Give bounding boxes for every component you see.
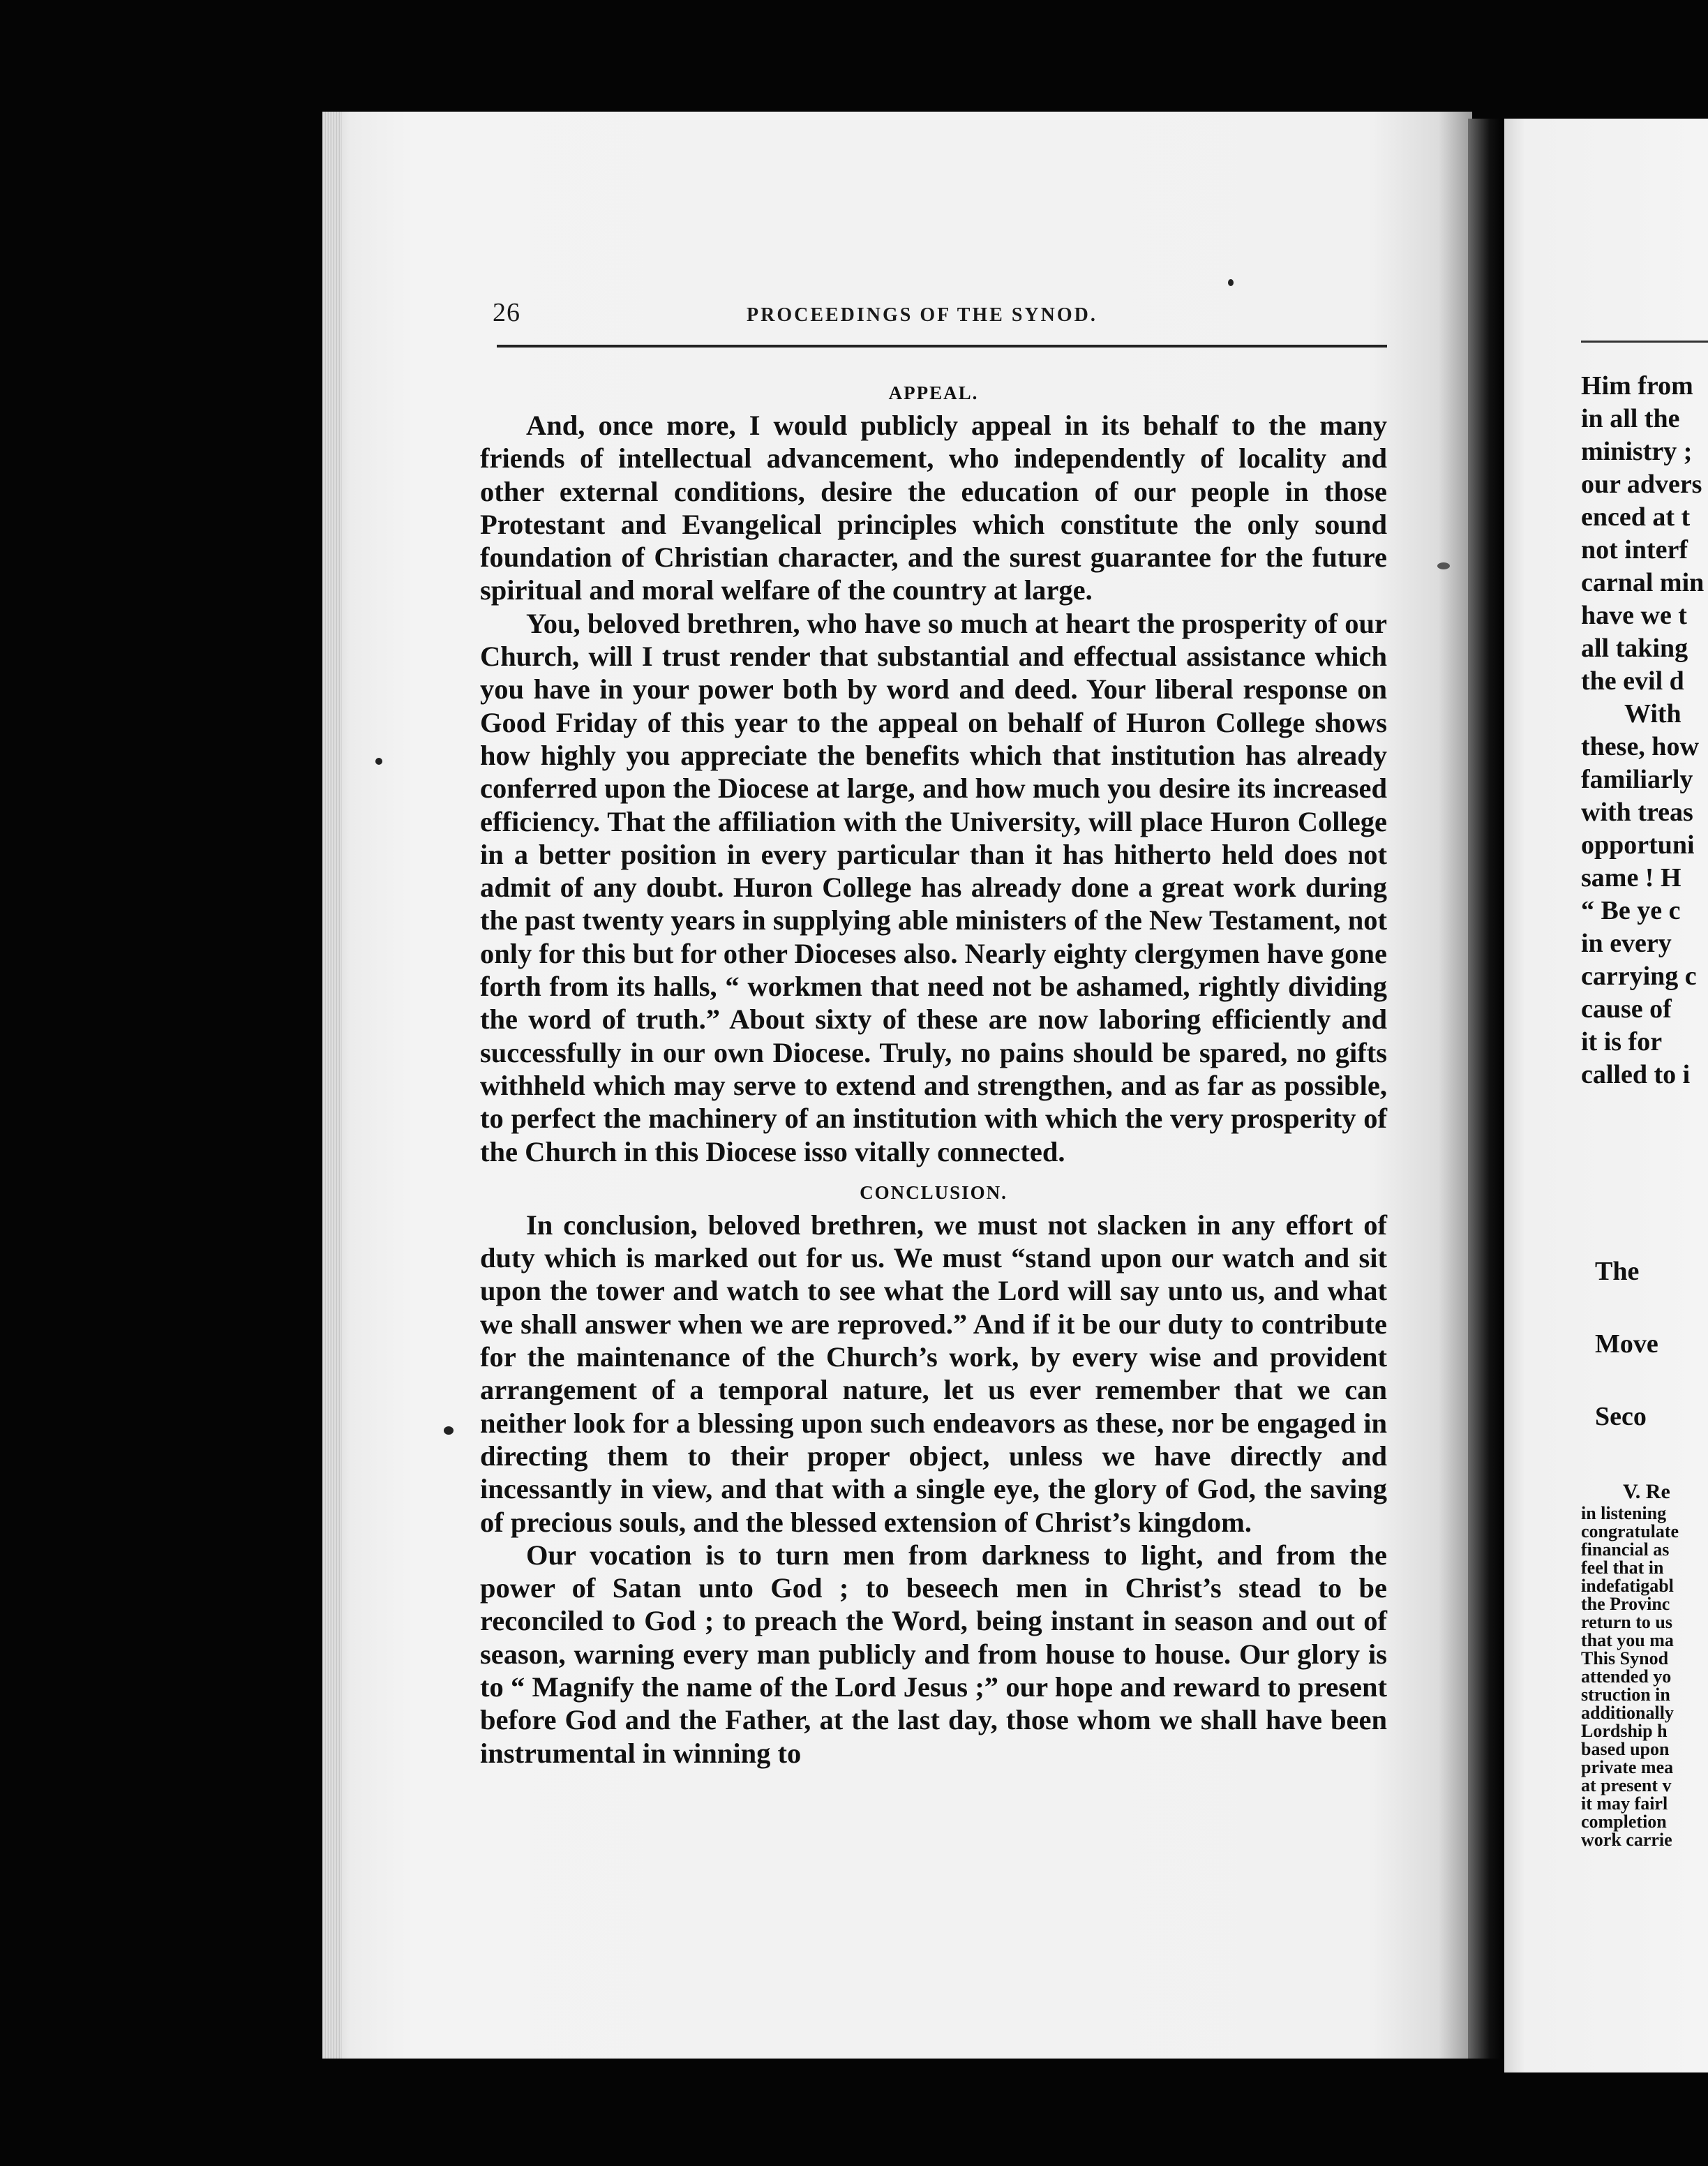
right-line: in every xyxy=(1581,929,1672,958)
right-body-lines xyxy=(1581,370,1708,1091)
motion-line: Move xyxy=(1595,1329,1658,1359)
right-header-rule xyxy=(1581,341,1708,343)
appeal-paragraph-1: And, once more, I would publicly appeal in its behalf to the many friends of intellectual advancement, who independently of locality and other external conditions, desire the education of our people in those Protestant and Evangelical principles which constitute the only sound foundation of Christian character, and the surest guarantee for the future spiritual and moral welfare of the country at large. xyxy=(480,410,1387,606)
right-line: all taking xyxy=(1581,634,1688,663)
small-line: attended yo xyxy=(1581,1666,1672,1687)
small-line: struction in xyxy=(1581,1685,1670,1705)
scan-speck xyxy=(375,758,382,765)
appeal-heading: APPEAL. xyxy=(888,382,979,403)
right-line: enced at t xyxy=(1581,502,1691,532)
right-line: ministry ; xyxy=(1581,437,1693,466)
right-line: these, how xyxy=(1581,732,1699,761)
right-line: “ Be ye c xyxy=(1581,896,1681,925)
small-line: financial as xyxy=(1581,1539,1670,1560)
small-line: it may fairl xyxy=(1581,1793,1668,1814)
right-line: with treas xyxy=(1581,798,1693,827)
small-line: additionally xyxy=(1581,1703,1674,1723)
conclusion-paragraph-1: In conclusion, beloved brethren, we must not slacken in any effort of duty which is marked out for us. We must “stand upon our watch and sit upon the tower and watch to see what the Lord will say unto us, and what we shall answer when we are reproved.” And if it be our duty to contribute for the maintenance of the Church’s work, by every wise and provident arrangement of a temporal nature, let us ever remember that we can neither look for a blessing upon such endeavors as these, nor be engaged in directing them to their proper object, unless we have directly and incessantly in view, and that with a single eye, the glory of God, the saving of precious souls, and the blessed extension of Christ’s kingdom. xyxy=(480,1209,1387,1538)
left-page-text xyxy=(480,377,1387,1770)
small-line: return to us xyxy=(1581,1612,1672,1632)
scan-speck xyxy=(1437,562,1450,569)
right-line: Him from xyxy=(1581,371,1693,401)
appeal-paragraph-2: You, beloved brethren, who have so much at heart the prosperity of our Church, will I trust render that substantial and effectual assistance which you have in your power both by word and deed. Your liberal response on Good Friday of this year to the appeal on behalf of Huron College shows how highly you appreciate the benefits which that institution has already conferred upon the Diocese at large, and how much you desire its increased efficiency. That the affiliation with the University, will place Huron College in a better position in every particular than it has hitherto held does not admit of any doubt. Huron College has already done a great work during the past twenty years in supplying able ministers of the New Testament, not only for this but for other Dioceses also. Nearly eighty clergymen have gone forth from its halls, “ workmen that need not be ashamed, rightly dividing the word of truth.” About sixty of these are now laboring efficiently and successfully in our own Diocese. Truly, no pains should be spared, no gifts withheld which may serve to extend and strengthen, and as far as possible, to perfect the machinery of an institution with which the very prosperity of the Church in this Diocese isso vitally connected. xyxy=(480,607,1387,1167)
right-line: it is for xyxy=(1581,1027,1663,1056)
right-line: same ! H xyxy=(1581,863,1681,892)
small-line: private mea xyxy=(1581,1757,1674,1777)
scan-speck xyxy=(1228,279,1234,286)
right-line: in all the xyxy=(1581,404,1680,433)
right-line: carrying c xyxy=(1581,962,1697,991)
small-line: V. Re xyxy=(1623,1480,1670,1503)
small-line: completion xyxy=(1581,1812,1667,1832)
right-line: not interf xyxy=(1581,535,1688,565)
small-line: This Synod xyxy=(1581,1648,1669,1668)
small-line: congratulate xyxy=(1581,1521,1679,1541)
conclusion-heading: CONCLUSION. xyxy=(860,1181,1007,1203)
small-line: that you ma xyxy=(1581,1630,1674,1650)
book-gutter xyxy=(1468,119,1504,2059)
small-line: based upon xyxy=(1581,1739,1670,1759)
motion-line: Seco xyxy=(1595,1402,1647,1431)
right-line: the evil d xyxy=(1581,666,1684,696)
header-rule xyxy=(497,345,1387,348)
small-line: work carrie xyxy=(1581,1830,1672,1850)
right-line: With xyxy=(1624,699,1681,729)
small-line: Lordship h xyxy=(1581,1721,1668,1741)
right-motion-lines xyxy=(1595,1256,1708,1474)
right-line: cause of xyxy=(1581,994,1672,1024)
small-line: indefatigabl xyxy=(1581,1576,1674,1596)
right-line: opportuni xyxy=(1581,830,1695,860)
scan-speck xyxy=(444,1426,454,1435)
section-spacer xyxy=(480,1168,1387,1177)
page-edge-stack xyxy=(322,112,342,2059)
right-line: our advers xyxy=(1581,470,1702,499)
right-line: called to i xyxy=(1581,1060,1691,1089)
page-number: 26 xyxy=(493,298,520,327)
right-line: familiarly xyxy=(1581,765,1693,794)
small-line: at present v xyxy=(1581,1775,1672,1795)
running-head-title: PROCEEDINGS OF THE SYNOD. xyxy=(747,304,1098,326)
right-line: carnal min xyxy=(1581,568,1705,597)
right-line: have we t xyxy=(1581,601,1687,630)
right-small-print xyxy=(1581,1479,1708,1849)
small-line: feel that in xyxy=(1581,1558,1664,1578)
motion-line: The xyxy=(1595,1257,1640,1286)
conclusion-paragraph-2: Our vocation is to turn men from darkness to light, and from the power of Satan unto God ; to beseech men in Christ’s stead to be reconciled to God ; to preach the Word, being instant in season and out of season, warning every man publicly and from house to house. Our glory is to “ Magnify the name of the Lord Jesus ;” our hope and reward to present before God and the Father, at the last day, those whom we shall have been instrumental in winning to xyxy=(480,1539,1387,1769)
right-page-fragment xyxy=(1504,119,1708,2072)
small-line: in listening xyxy=(1581,1503,1667,1523)
small-line: the Provinc xyxy=(1581,1594,1670,1614)
running-head xyxy=(493,297,1388,332)
